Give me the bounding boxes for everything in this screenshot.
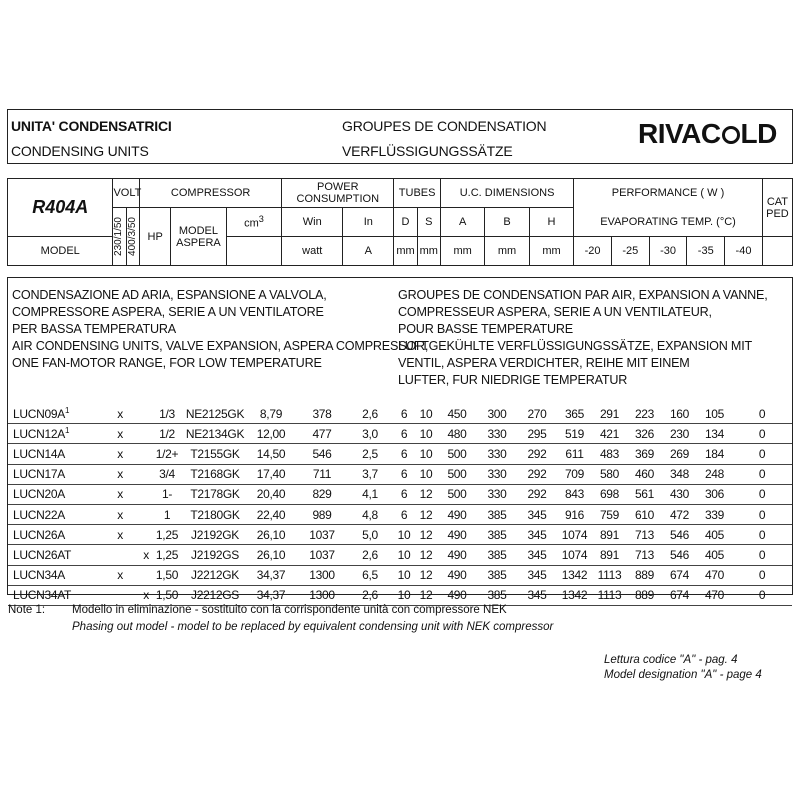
tube-s-cell: 12 [415,565,437,585]
current-in-cell: 2,6 [347,585,393,605]
d-unit: mm [394,237,417,266]
desc-de-line: VENTIL, ASPERA VERDICHTER, REIHE MIT EINEM [398,356,690,370]
perf-20-cell: 709 [557,464,592,484]
displacement-cell: 34,37 [245,565,297,585]
tube-d-cell: 10 [393,525,415,545]
power-win-cell: 1037 [297,525,347,545]
model-cell [8,484,108,504]
volt-header: VOLT [113,179,140,208]
volt-400 [126,208,139,266]
desc-fr-line: COMPRESSEUR ASPERA, SERIE A UN VENTILATEUR, [398,305,712,319]
compressor-cell: T2180GK [185,504,245,524]
cat-ped-cell: 0 [732,424,792,444]
displacement-cell: 17,40 [245,464,297,484]
perf-25-cell: 580 [592,464,627,484]
in-header: In [343,208,394,237]
perf-35-cell: 674 [662,565,697,585]
table-row [8,545,792,565]
hp-cell: 1 [149,504,185,524]
dim-h-cell: 345 [517,565,557,585]
hp-cell: 1/3 [149,404,185,424]
s-header: S [417,208,440,237]
displacement-cell: 26,10 [245,525,297,545]
displacement-cell: 34,37 [245,585,297,605]
model-code: LUCN34A [13,568,65,583]
perf-30-cell: 713 [627,525,662,545]
temp-35: -35 [687,237,725,266]
volt-400-cell [123,484,149,504]
description-fr-de [398,287,768,389]
perf-20-cell: 365 [557,404,592,424]
current-in-cell: 3,7 [347,464,393,484]
dim-b-cell: 385 [477,545,517,565]
desc-fr-line: POUR BASSE TEMPERATURE [398,322,573,336]
volt-230-cell: x [108,444,123,464]
dim-h-cell: 345 [517,545,557,565]
h-header: H [529,208,573,237]
perf-20-cell: 843 [557,484,592,504]
perf-40-cell: 134 [697,424,732,444]
perf-25-cell: 1113 [592,565,627,585]
table-row [8,444,792,464]
hp-cell: 1/2 [149,424,185,444]
perf-35-cell: 546 [662,525,697,545]
tube-s-cell: 10 [415,444,437,464]
dim-h-cell: 345 [517,504,557,524]
table-row [8,484,792,504]
perf-35-cell: 230 [662,424,697,444]
model-cell [8,424,108,444]
watt-unit: watt [282,237,343,266]
desc-it-line: CONDENSAZIONE AD ARIA, ESPANSIONE A VALVOLA, [12,288,327,302]
note-label: Note 1: [8,604,46,616]
tube-d-cell: 6 [393,464,415,484]
b-unit: mm [485,237,529,266]
volt-400-cell [123,404,149,424]
tube-d-cell: 6 [393,404,415,424]
compressor-header: COMPRESSOR [140,179,282,208]
perf-40-cell: 470 [697,565,732,585]
hp-cell: 1- [149,484,185,504]
model-code: LUCN09A [13,407,65,422]
tube-d-cell: 10 [393,565,415,585]
hp-cell: 1,50 [149,585,185,605]
a-unit: mm [440,237,484,266]
perf-40-cell: 339 [697,504,732,524]
hp-cell: 1/2+ [149,444,185,464]
snowflake-icon [722,126,740,144]
perf-40-cell: 105 [697,404,732,424]
tube-d-cell: 6 [393,504,415,524]
tube-d-cell: 6 [393,424,415,444]
dim-b-cell: 330 [477,484,517,504]
logo-text-left: RIVAC [638,118,721,149]
dim-a-cell: 490 [437,585,477,605]
dim-a-cell: 480 [437,424,477,444]
current-in-cell: 6,5 [347,565,393,585]
perf-25-cell: 483 [592,444,627,464]
model-cell [8,565,108,585]
volt-230-cell: x [108,464,123,484]
tube-s-cell: 12 [415,585,437,605]
dim-h-cell: 345 [517,525,557,545]
desc-de-line: LUFTGEKÜHLTE VERFLÜSSIGUNGSSÄTZE, EXPANSION MIT [398,339,753,353]
volt-400-label: 400/3/50 [126,217,138,256]
perf-35-cell: 430 [662,484,697,504]
h-unit: mm [529,237,573,266]
model-header: MODEL [8,237,113,266]
tube-d-cell: 6 [393,444,415,464]
perf-30-cell: 326 [627,424,662,444]
note-en: Phasing out model - model to be replaced by equivalent condensing unit with NEK compressor [72,621,554,633]
model-cell [8,464,108,484]
model-cell [8,444,108,464]
dim-b-cell: 300 [477,404,517,424]
dim-a-cell: 500 [437,444,477,464]
perf-25-cell: 1113 [592,585,627,605]
desc-en-line: AIR CONDENSING UNITS, VALVE EXPANSION, ASPERA COMPRESSOR, [12,339,429,353]
s-unit: mm [417,237,440,266]
compressor-cell: J2212GK [185,565,245,585]
compressor-cell: NE2134GK [185,424,245,444]
perf-40-cell: 405 [697,545,732,565]
model-code: LUCN22A [13,507,65,522]
current-in-cell: 2,6 [347,404,393,424]
power-header: POWER CONSUMPTION [282,179,394,208]
perf-20-cell: 611 [557,444,592,464]
model-cell [8,404,108,424]
power-win-cell: 477 [297,424,347,444]
perf-20-cell: 1342 [557,565,592,585]
perf-30-cell: 460 [627,464,662,484]
current-in-cell: 3,0 [347,424,393,444]
rivacold-logo [638,118,777,150]
volt-400-cell [123,464,149,484]
tube-d-cell: 10 [393,585,415,605]
compressor-cell: J2192GK [185,525,245,545]
title-en: CONDENSING UNITS [11,143,149,159]
compressor-cell: T2155GK [185,444,245,464]
cm3-unit-cell [226,237,282,266]
table-row [8,504,792,524]
tube-s-cell: 10 [415,404,437,424]
perf-25-cell: 759 [592,504,627,524]
a-header: A [440,208,484,237]
dim-b-cell: 330 [477,464,517,484]
tube-d-cell: 6 [393,484,415,504]
perf-25-cell: 891 [592,545,627,565]
cat-ped-cell: 0 [732,525,792,545]
current-in-cell: 5,0 [347,525,393,545]
perf-35-cell: 348 [662,464,697,484]
cat-ped-cell: 0 [732,444,792,464]
power-win-cell: 829 [297,484,347,504]
model-code: LUCN17A [13,467,65,482]
perf-30-cell: 889 [627,585,662,605]
dim-b-cell: 330 [477,424,517,444]
model-code: LUCN12A [13,427,65,442]
dim-b-cell: 385 [477,504,517,524]
compressor-cell: T2178GK [185,484,245,504]
model-cell [8,504,108,524]
evap-temp-header: EVAPORATING TEMP. (°C) [574,208,763,237]
perf-40-cell: 405 [697,525,732,545]
temp-20: -20 [574,237,612,266]
hp-header: HP [140,208,171,266]
perf-25-cell: 291 [592,404,627,424]
power-win-cell: 711 [297,464,347,484]
desc-en-line: ONE FAN-MOTOR RANGE, FOR LOW TEMPERATURE [12,356,322,370]
cat-ped-cell: 0 [732,464,792,484]
table-row [8,404,792,424]
perf-35-cell: 269 [662,444,697,464]
win-header: Win [282,208,343,237]
model-cell [8,525,108,545]
cat-unit-cell [762,237,792,266]
dim-a-cell: 490 [437,525,477,545]
table-row [8,565,792,585]
power-win-cell: 546 [297,444,347,464]
dim-a-cell: 500 [437,484,477,504]
model-code: LUCN26AT [13,547,72,562]
model-code: LUCN34AT [13,588,72,603]
volt-230-cell [108,585,123,605]
compressor-cell: T2168GK [185,464,245,484]
table-row [8,464,792,484]
hp-cell: 1,25 [149,525,185,545]
logo-text-right: LD [740,118,777,149]
hp-cell: 1,25 [149,545,185,565]
power-win-cell: 989 [297,504,347,524]
perf-30-cell: 561 [627,484,662,504]
current-in-cell: 4,8 [347,504,393,524]
perf-25-cell: 891 [592,525,627,545]
tube-d-cell: 10 [393,545,415,565]
current-in-cell: 2,6 [347,545,393,565]
compressor-cell: J2192GS [185,545,245,565]
table-row [8,525,792,545]
cat-ped-cell: 0 [732,585,792,605]
cat-ped-cell: 0 [732,484,792,504]
perf-30-cell: 610 [627,504,662,524]
perf-35-cell: 160 [662,404,697,424]
perf-20-cell: 519 [557,424,592,444]
volt-230-cell: x [108,404,123,424]
title-it: UNITA' CONDENSATRICI [11,118,172,134]
perf-30-cell: 889 [627,565,662,585]
perf-20-cell: 1342 [557,585,592,605]
dim-a-cell: 490 [437,565,477,585]
tube-s-cell: 12 [415,484,437,504]
model-code: LUCN14A [13,446,65,461]
model-code: LUCN26A [13,527,65,542]
perf-25-cell: 421 [592,424,627,444]
table-row [8,585,792,605]
displacement-cell: 12,00 [245,424,297,444]
volt-230-cell [108,545,123,565]
perf-25-cell: 698 [592,484,627,504]
cm3-text: cm [244,217,259,230]
volt-230 [113,208,126,266]
table-row [8,424,792,444]
volt-400-cell [123,565,149,585]
volt-400-cell [123,444,149,464]
perf-30-cell: 223 [627,404,662,424]
footer-it: Lettura codice "A" - pag. 4 [604,654,738,666]
displacement-cell: 14,50 [245,444,297,464]
tube-s-cell: 10 [415,464,437,484]
dim-h-cell: 295 [517,424,557,444]
dim-h-cell: 270 [517,404,557,424]
volt-230-cell: x [108,484,123,504]
displacement-cell: 8,79 [245,404,297,424]
cat-ped-cell: 0 [732,545,792,565]
spec-header-table [7,178,793,266]
dim-a-cell: 490 [437,545,477,565]
desc-fr-line: GROUPES DE CONDENSATION PAR AIR, EXPANSION A VANNE, [398,288,768,302]
power-win-cell: 378 [297,404,347,424]
d-header: D [394,208,417,237]
tube-s-cell: 12 [415,545,437,565]
temp-25: -25 [611,237,649,266]
cat-ped-header: CAT PED [762,179,792,237]
uc-dimensions-header: U.C. DIMENSIONS [440,179,573,208]
model-table-body [8,404,792,605]
displacement-cell: 22,40 [245,504,297,524]
amp-unit: A [343,237,394,266]
displacement-cell: 26,10 [245,545,297,565]
current-in-cell: 4,1 [347,484,393,504]
volt-230-cell: x [108,424,123,444]
dim-h-cell: 292 [517,484,557,504]
data-panel [7,277,793,603]
tube-s-cell: 12 [415,525,437,545]
perf-20-cell: 1074 [557,525,592,545]
cm3-sup: 3 [258,214,264,225]
footer-en: Model designation "A" - page 4 [604,669,762,681]
volt-230-cell: x [108,525,123,545]
perf-40-cell: 306 [697,484,732,504]
temp-40: -40 [725,237,763,266]
model-cell [8,545,108,565]
temp-30: -30 [649,237,687,266]
volt-400-cell: x [123,585,149,605]
power-win-cell: 1300 [297,585,347,605]
b-header: B [485,208,529,237]
volt-400-cell [123,504,149,524]
compressor-cell: J2212GS [185,585,245,605]
dim-b-cell: 385 [477,525,517,545]
dim-b-cell: 330 [477,444,517,464]
power-win-cell: 1037 [297,545,347,565]
dim-b-cell: 385 [477,585,517,605]
dim-a-cell: 490 [437,504,477,524]
power-win-cell: 1300 [297,565,347,585]
note-marker: 1 [64,406,70,416]
current-in-cell: 2,5 [347,444,393,464]
volt-400-cell [123,424,149,444]
perf-40-cell: 184 [697,444,732,464]
tube-s-cell: 10 [415,424,437,444]
dim-h-cell: 292 [517,444,557,464]
perf-40-cell: 248 [697,464,732,484]
model-aspera-header: MODEL ASPERA [171,208,227,266]
model-code: LUCN20A [13,487,65,502]
model-cell [8,585,108,605]
dim-b-cell: 385 [477,565,517,585]
title-fr: GROUPES DE CONDENSATION [342,118,547,134]
perf-35-cell: 546 [662,545,697,565]
volt-230-cell: x [108,504,123,524]
perf-30-cell: 369 [627,444,662,464]
dim-h-cell: 292 [517,464,557,484]
cat-ped-cell: 0 [732,504,792,524]
hp-cell: 3/4 [149,464,185,484]
dim-h-cell: 345 [517,585,557,605]
refrigerant-label: R404A [8,179,113,237]
note-it: Modello in eliminazione - sostituito con la corrispondente unità con compressore NEK [72,604,507,616]
model-table [8,404,792,606]
volt-400-cell [123,525,149,545]
note-marker: 1 [64,426,70,436]
hp-cell: 1,50 [149,565,185,585]
volt-230-label: 230/1/50 [113,217,125,256]
perf-40-cell: 470 [697,585,732,605]
description-it [12,287,428,372]
tube-s-cell: 12 [415,504,437,524]
perf-30-cell: 713 [627,545,662,565]
tubes-header: TUBES [394,179,441,208]
desc-it-line: PER BASSA TEMPERATURA [12,322,176,336]
cat-ped-cell: 0 [732,565,792,585]
title-de: VERFLÜSSIGUNGSSÄTZE [342,143,513,159]
volt-230-cell: x [108,565,123,585]
performance-header: PERFORMANCE ( W ) [574,179,763,208]
desc-it-line: COMPRESSORE ASPERA, SERIE A UN VENTILATORE [12,305,324,319]
dim-a-cell: 450 [437,404,477,424]
perf-35-cell: 674 [662,585,697,605]
desc-de-line: LUFTER, FUR NIEDRIGE TEMPERATUR [398,373,628,387]
dim-a-cell: 500 [437,464,477,484]
perf-35-cell: 472 [662,504,697,524]
perf-20-cell: 1074 [557,545,592,565]
cat-ped-cell: 0 [732,404,792,424]
perf-20-cell: 916 [557,504,592,524]
compressor-cell: NE2125GK [185,404,245,424]
displacement-cell: 20,40 [245,484,297,504]
cm3-header [226,208,282,237]
volt-400-cell: x [123,545,149,565]
